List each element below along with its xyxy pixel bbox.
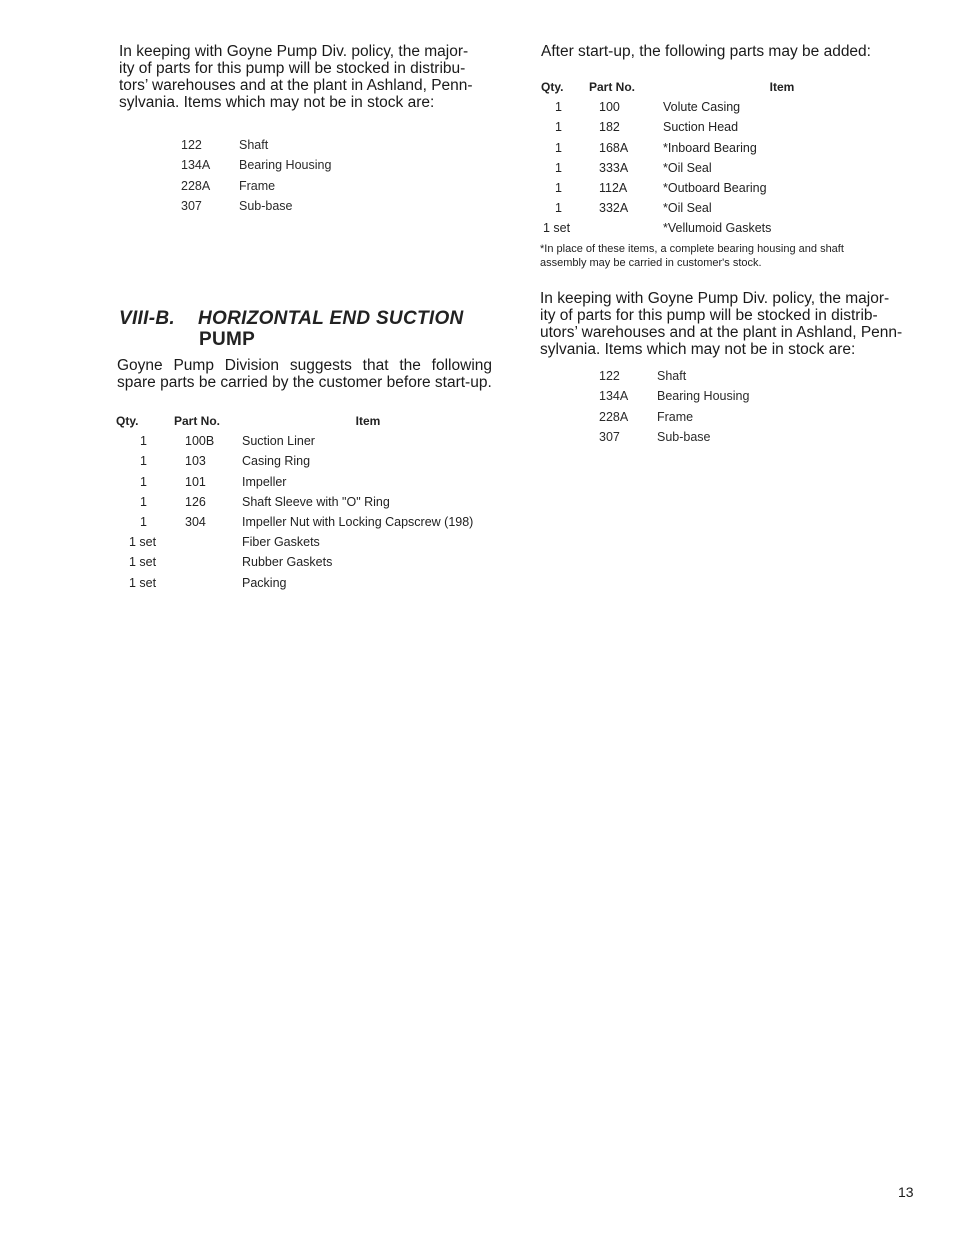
qty-cell: 1 set — [543, 221, 571, 236]
after-startup-table — [541, 77, 901, 239]
part-cell: 168A — [599, 140, 629, 155]
part-header: Part No. — [174, 414, 221, 429]
stock-part-number: 228A — [181, 178, 211, 193]
stock-item-name: Bearing Housing — [657, 389, 750, 404]
qty-cell: 1 — [555, 100, 562, 115]
stock-part-number: 122 — [181, 138, 202, 152]
section-heading-line1 — [119, 308, 464, 329]
table-row — [541, 117, 901, 137]
footnote-line: assembly may be carried in customer's stock. — [540, 257, 762, 269]
stock-row — [181, 135, 331, 155]
part-cell: 112A — [599, 181, 628, 196]
qty-cell: 1 set — [129, 575, 157, 590]
footnote-line: *In place of these items, a complete bearing housing and shaft — [540, 243, 844, 255]
left-intro-line: In keeping with Goyne Pump Div. policy, the major- — [119, 43, 469, 60]
stock-row — [181, 196, 331, 216]
item-cell: Packing — [242, 575, 287, 590]
part-cell: 304 — [185, 515, 206, 530]
left-intro-paragraph — [119, 43, 499, 111]
part-cell — [174, 532, 242, 552]
table-header-row — [541, 77, 901, 97]
qty-cell: 1 — [140, 474, 147, 489]
right-intro-line: ity of parts for this pump will be stocked in distrib- — [540, 307, 878, 324]
stock-row — [181, 155, 331, 175]
item-cell: *Inboard Bearing — [663, 140, 757, 155]
part-cell: 126 — [185, 494, 206, 509]
stock-row — [599, 366, 749, 386]
part-cell: 100 — [599, 100, 620, 115]
right-intro-line: sylvania. Items which may not be in stock are: — [540, 341, 856, 358]
part-cell — [174, 573, 242, 593]
qty-cell: 1 — [140, 494, 147, 509]
stock-part-number: 134A — [599, 389, 629, 404]
stock-part-number: 228A — [599, 409, 629, 424]
qty-cell: 1 — [555, 160, 562, 175]
item-cell: *Outboard Bearing — [663, 181, 767, 196]
qty-cell: 1 set — [129, 555, 157, 570]
stock-row — [599, 427, 749, 447]
item-cell: Rubber Gaskets — [242, 555, 333, 570]
part-cell: 332A — [599, 201, 629, 216]
table-row — [541, 218, 901, 238]
stock-item-name: Shaft — [239, 138, 269, 152]
item-cell: Volute Casing — [663, 100, 741, 115]
part-cell: 103 — [185, 454, 206, 469]
qty-cell: 1 — [140, 515, 147, 530]
stock-item-name: Sub-base — [239, 198, 293, 213]
qty-header: Qty. — [116, 414, 139, 429]
stock-item-name: Bearing Housing — [239, 158, 332, 173]
item-cell: Impeller — [242, 474, 287, 489]
spare-parts-table — [116, 411, 494, 593]
qty-cell: 1 — [555, 120, 562, 135]
item-cell: *Oil Seal — [663, 201, 712, 216]
suggest-paragraph — [117, 357, 492, 391]
stock-item-name: Frame — [657, 409, 694, 424]
part-cell — [174, 552, 242, 572]
stock-item-name: Shaft — [657, 369, 687, 383]
suggest-text: Goyne Pump Division suggests that the following spare parts be carried by the customer before start-up. — [117, 357, 492, 391]
qty-cell: 1 — [555, 140, 562, 155]
table-row — [116, 492, 494, 512]
part-cell: 100B — [185, 434, 215, 449]
table-row — [541, 97, 901, 117]
part-cell: 333A — [599, 160, 629, 175]
qty-cell: 1 — [555, 181, 562, 196]
item-header: Item — [355, 414, 381, 429]
section-heading — [119, 308, 464, 350]
footnote — [540, 242, 930, 270]
table-row — [116, 451, 494, 471]
right-stock-list — [599, 366, 749, 447]
part-header: Part No. — [589, 80, 636, 95]
after-startup-text: After start-up, the following parts may be added: — [541, 43, 871, 60]
right-intro-line: In keeping with Goyne Pump Div. policy, the major- — [540, 290, 890, 307]
qty-cell: 1 — [555, 201, 562, 216]
qty-cell: 1 — [140, 454, 147, 469]
section-title: HORIZONTAL END SUCTION — [198, 308, 464, 329]
stock-item-name: Sub-base — [657, 429, 711, 444]
stock-part-number: 134A — [181, 158, 211, 173]
table-row — [541, 158, 901, 178]
item-cell: *Vellumoid Gaskets — [663, 221, 772, 236]
table-header-row — [116, 411, 494, 431]
qty-cell: 1 — [140, 434, 147, 449]
item-cell: Impeller Nut with Locking Capscrew (198) — [242, 515, 474, 530]
stock-row — [599, 386, 749, 406]
item-cell: Suction Head — [663, 120, 739, 135]
left-stock-list — [181, 135, 331, 216]
item-cell: *Oil Seal — [663, 160, 712, 175]
right-intro-line: utors’ warehouses and at the plant in Ashland, Penn- — [540, 324, 903, 341]
page-number: 13 — [898, 1184, 914, 1200]
item-cell: Shaft Sleeve with "O" Ring — [242, 494, 390, 509]
part-cell: 101 — [185, 474, 206, 489]
stock-part-number: 122 — [599, 369, 620, 383]
table-row — [541, 178, 901, 198]
stock-part-number: 307 — [181, 198, 202, 213]
table-row — [541, 198, 901, 218]
stock-row — [181, 176, 331, 196]
stock-part-number: 307 — [599, 429, 620, 444]
item-cell: Casing Ring — [242, 454, 311, 469]
item-cell: Fiber Gaskets — [242, 535, 320, 550]
table-row — [541, 138, 901, 158]
section-title-line2: PUMP — [199, 329, 256, 350]
part-cell: 182 — [599, 120, 620, 135]
left-intro-line: ity of parts for this pump will be stocked in distribu- — [119, 60, 466, 77]
qty-cell: 1 set — [129, 535, 157, 550]
item-header: Item — [769, 80, 795, 95]
left-intro-line: sylvania. Items which may not be in stock are: — [119, 94, 435, 111]
table-row — [116, 573, 494, 593]
stock-item-name: Frame — [239, 178, 276, 193]
table-row — [116, 472, 494, 492]
after-startup-paragraph — [541, 43, 921, 60]
table-row — [116, 431, 494, 451]
table-row — [116, 552, 494, 572]
qty-header: Qty. — [541, 80, 564, 95]
part-cell — [589, 218, 663, 238]
table-row — [116, 512, 494, 532]
stock-row — [599, 407, 749, 427]
item-cell: Suction Liner — [242, 434, 315, 449]
right-intro-paragraph — [540, 290, 925, 358]
left-intro-line: tors’ warehouses and at the plant in Ashland, Penn- — [119, 77, 473, 94]
table-row — [116, 532, 494, 552]
section-number: VIII-B. — [119, 308, 175, 329]
